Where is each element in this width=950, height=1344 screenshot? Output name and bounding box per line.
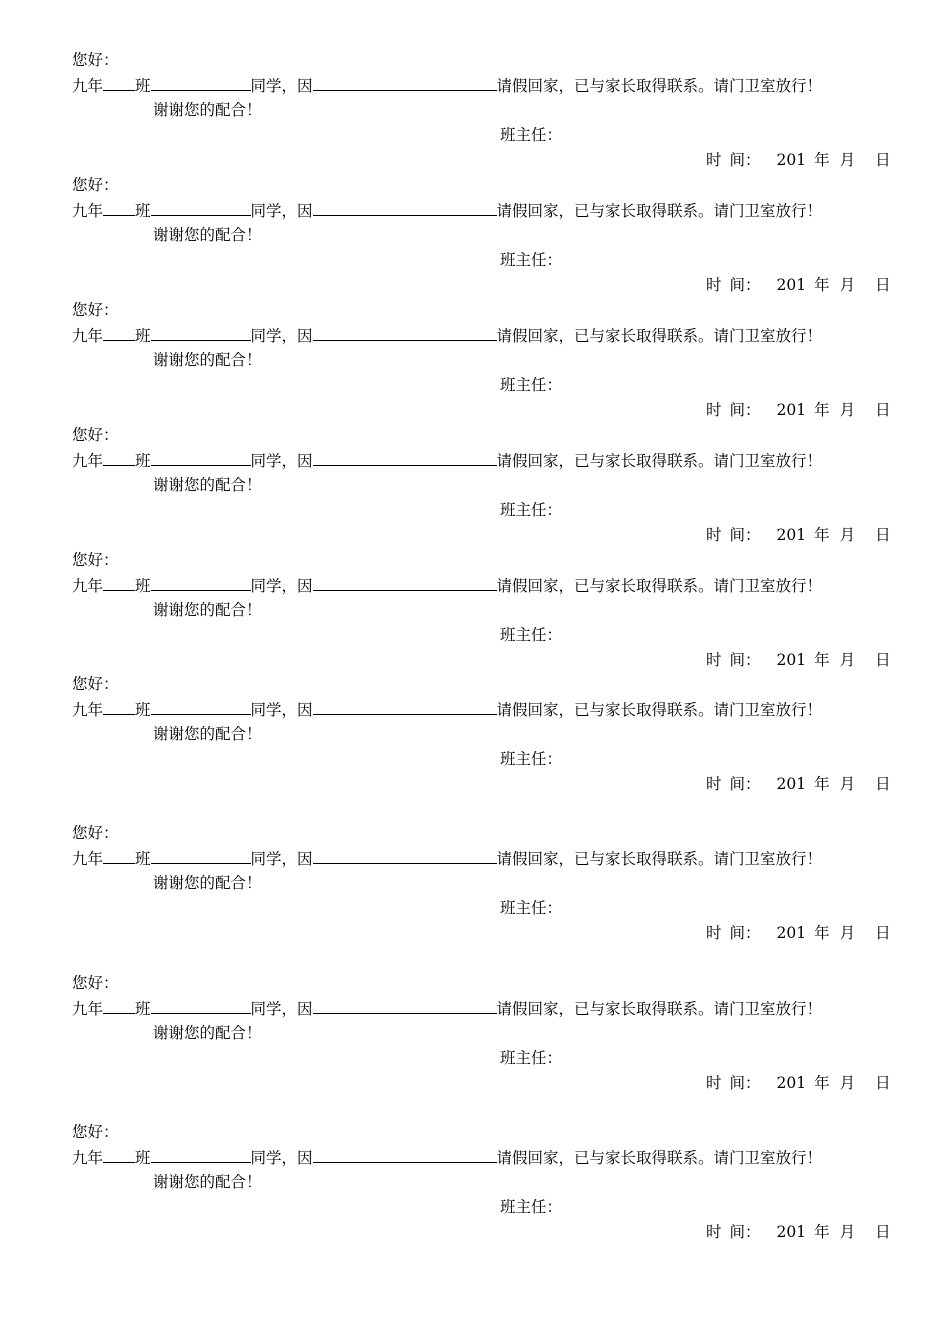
year-label: 年 (814, 1223, 830, 1241)
grade-label: 九年 (72, 202, 104, 220)
month-label: 月 (839, 401, 856, 419)
leave-slip (0, 175, 950, 300)
month-label: 月 (839, 1074, 856, 1092)
teacher-signature-label: 班主任： (500, 750, 563, 768)
time-label-a: 时 (706, 775, 722, 793)
request-text: 请假回家，已与家长取得联系。请门卫室放行！ (496, 850, 823, 868)
day-label: 日 (875, 651, 891, 669)
student-reason-label: 同学，因 (250, 77, 313, 95)
month-label: 月 (839, 276, 856, 294)
class-blank[interactable] (103, 325, 135, 341)
request-text: 请假回家，已与家长取得联系。请门卫室放行！ (496, 327, 823, 345)
date-line (706, 525, 891, 545)
reason-blank[interactable] (313, 998, 497, 1014)
leave-slip (0, 1122, 950, 1247)
request-text: 请假回家，已与家长取得联系。请门卫室放行！ (496, 1000, 823, 1018)
class-label: 班 (135, 77, 151, 95)
leave-slip (0, 425, 950, 550)
student-name-blank[interactable] (151, 75, 251, 91)
year-label: 年 (814, 651, 830, 669)
student-reason-label: 同学，因 (250, 327, 313, 345)
date-line (706, 275, 891, 295)
student-reason-label: 同学，因 (250, 202, 313, 220)
grade-label: 九年 (72, 452, 104, 470)
day-label: 日 (875, 401, 891, 419)
year-prefix: 201 (776, 401, 807, 419)
grade-label: 九年 (72, 1000, 104, 1018)
thanks-text: 谢谢您的配合！ (153, 476, 262, 494)
teacher-signature-label: 班主任： (500, 251, 563, 269)
class-label: 班 (135, 850, 151, 868)
time-label-b: 间： (729, 651, 761, 669)
student-name-blank[interactable] (151, 450, 251, 466)
year-prefix: 201 (776, 1223, 807, 1241)
class-blank[interactable] (103, 200, 135, 216)
time-label-a: 时 (706, 276, 722, 294)
reason-blank[interactable] (313, 1147, 497, 1163)
time-label-b: 间： (729, 151, 761, 169)
year-label: 年 (814, 1074, 830, 1092)
teacher-signature-label: 班主任： (500, 899, 563, 917)
class-blank[interactable] (103, 699, 135, 715)
leave-slip (0, 300, 950, 425)
request-line (72, 325, 822, 346)
greeting: 您好： (72, 301, 119, 319)
month-label: 月 (839, 526, 856, 544)
request-line (72, 75, 822, 96)
student-reason-label: 同学，因 (250, 577, 313, 595)
reason-blank[interactable] (313, 575, 497, 591)
grade-label: 九年 (72, 327, 104, 345)
class-label: 班 (135, 1149, 151, 1167)
reason-blank[interactable] (313, 848, 497, 864)
day-label: 日 (875, 1074, 891, 1092)
time-label-b: 间： (729, 1223, 761, 1241)
time-label-b: 间： (729, 1074, 761, 1092)
year-prefix: 201 (776, 775, 807, 793)
day-label: 日 (875, 151, 891, 169)
day-label: 日 (875, 276, 891, 294)
greeting: 您好： (72, 176, 119, 194)
request-text: 请假回家，已与家长取得联系。请门卫室放行！ (496, 701, 823, 719)
thanks-text: 谢谢您的配合！ (153, 101, 262, 119)
date-line (706, 1073, 891, 1093)
class-blank[interactable] (103, 1147, 135, 1163)
request-line (72, 200, 822, 221)
time-label-a: 时 (706, 526, 722, 544)
year-prefix: 201 (776, 1074, 807, 1092)
request-line (72, 998, 822, 1019)
grade-label: 九年 (72, 701, 104, 719)
greeting: 您好： (72, 1123, 119, 1141)
leave-slip (0, 973, 950, 1098)
request-text: 请假回家，已与家长取得联系。请门卫室放行！ (496, 1149, 823, 1167)
request-line (72, 575, 822, 596)
request-text: 请假回家，已与家长取得联系。请门卫室放行！ (496, 577, 823, 595)
day-label: 日 (875, 775, 891, 793)
greeting: 您好： (72, 551, 119, 569)
class-blank[interactable] (103, 575, 135, 591)
class-label: 班 (135, 1000, 151, 1018)
year-label: 年 (814, 775, 830, 793)
greeting: 您好： (72, 51, 119, 69)
student-name-blank[interactable] (151, 848, 251, 864)
time-label-b: 间： (729, 401, 761, 419)
request-text: 请假回家，已与家长取得联系。请门卫室放行！ (496, 77, 823, 95)
student-name-blank[interactable] (151, 699, 251, 715)
year-label: 年 (814, 401, 830, 419)
class-blank[interactable] (103, 998, 135, 1014)
day-label: 日 (875, 526, 891, 544)
student-name-blank[interactable] (151, 1147, 251, 1163)
reason-blank[interactable] (313, 325, 497, 341)
teacher-signature-label: 班主任： (500, 626, 563, 644)
grade-label: 九年 (72, 577, 104, 595)
date-line (706, 400, 891, 420)
teacher-signature-label: 班主任： (500, 501, 563, 519)
date-line (706, 650, 891, 670)
student-reason-label: 同学，因 (250, 1000, 313, 1018)
thanks-text: 谢谢您的配合！ (153, 226, 262, 244)
class-blank[interactable] (103, 75, 135, 91)
class-label: 班 (135, 327, 151, 345)
class-label: 班 (135, 701, 151, 719)
teacher-signature-label: 班主任： (500, 1198, 563, 1216)
day-label: 日 (875, 924, 891, 942)
year-prefix: 201 (776, 651, 807, 669)
greeting: 您好： (72, 675, 119, 693)
leave-slip (0, 50, 950, 175)
reason-blank[interactable] (313, 75, 497, 91)
month-label: 月 (839, 651, 856, 669)
thanks-text: 谢谢您的配合！ (153, 351, 262, 369)
student-reason-label: 同学，因 (250, 701, 313, 719)
thanks-text: 谢谢您的配合！ (153, 1173, 262, 1191)
student-name-blank[interactable] (151, 200, 251, 216)
time-label-a: 时 (706, 151, 722, 169)
thanks-text: 谢谢您的配合！ (153, 601, 262, 619)
date-line (706, 923, 891, 943)
class-blank[interactable] (103, 848, 135, 864)
thanks-text: 谢谢您的配合！ (153, 725, 262, 743)
year-label: 年 (814, 276, 830, 294)
student-name-blank[interactable] (151, 575, 251, 591)
greeting: 您好： (72, 824, 119, 842)
class-label: 班 (135, 452, 151, 470)
request-line (72, 450, 822, 471)
student-reason-label: 同学，因 (250, 452, 313, 470)
time-label-a: 时 (706, 1074, 722, 1092)
thanks-text: 谢谢您的配合！ (153, 1024, 262, 1042)
year-prefix: 201 (776, 526, 807, 544)
leave-slip (0, 674, 950, 799)
time-label-a: 时 (706, 1223, 722, 1241)
leave-slip (0, 823, 950, 948)
reason-blank[interactable] (313, 200, 497, 216)
request-text: 请假回家，已与家长取得联系。请门卫室放行！ (496, 452, 823, 470)
student-reason-label: 同学，因 (250, 1149, 313, 1167)
class-label: 班 (135, 202, 151, 220)
time-label-a: 时 (706, 401, 722, 419)
year-label: 年 (814, 526, 830, 544)
year-prefix: 201 (776, 924, 807, 942)
reason-blank[interactable] (313, 699, 497, 715)
date-line (706, 1222, 891, 1242)
greeting: 您好： (72, 974, 119, 992)
grade-label: 九年 (72, 850, 104, 868)
grade-label: 九年 (72, 77, 104, 95)
day-label: 日 (875, 1223, 891, 1241)
time-label-b: 间： (729, 526, 761, 544)
year-label: 年 (814, 151, 830, 169)
month-label: 月 (839, 775, 856, 793)
student-name-blank[interactable] (151, 325, 251, 341)
class-label: 班 (135, 577, 151, 595)
leave-slip (0, 550, 950, 675)
greeting: 您好： (72, 426, 119, 444)
month-label: 月 (839, 1223, 856, 1241)
month-label: 月 (839, 151, 856, 169)
student-name-blank[interactable] (151, 998, 251, 1014)
time-label-a: 时 (706, 651, 722, 669)
date-line (706, 150, 891, 170)
year-prefix: 201 (776, 151, 807, 169)
reason-blank[interactable] (313, 450, 497, 466)
teacher-signature-label: 班主任： (500, 126, 563, 144)
thanks-text: 谢谢您的配合！ (153, 874, 262, 892)
student-reason-label: 同学，因 (250, 850, 313, 868)
time-label-a: 时 (706, 924, 722, 942)
request-line (72, 848, 822, 869)
class-blank[interactable] (103, 450, 135, 466)
date-line (706, 774, 891, 794)
grade-label: 九年 (72, 1149, 104, 1167)
time-label-b: 间： (729, 276, 761, 294)
year-label: 年 (814, 924, 830, 942)
teacher-signature-label: 班主任： (500, 376, 563, 394)
request-line (72, 1147, 822, 1168)
year-prefix: 201 (776, 276, 807, 294)
request-line (72, 699, 822, 720)
time-label-b: 间： (729, 924, 761, 942)
time-label-b: 间： (729, 775, 761, 793)
teacher-signature-label: 班主任： (500, 1049, 563, 1067)
month-label: 月 (839, 924, 856, 942)
request-text: 请假回家，已与家长取得联系。请门卫室放行！ (496, 202, 823, 220)
